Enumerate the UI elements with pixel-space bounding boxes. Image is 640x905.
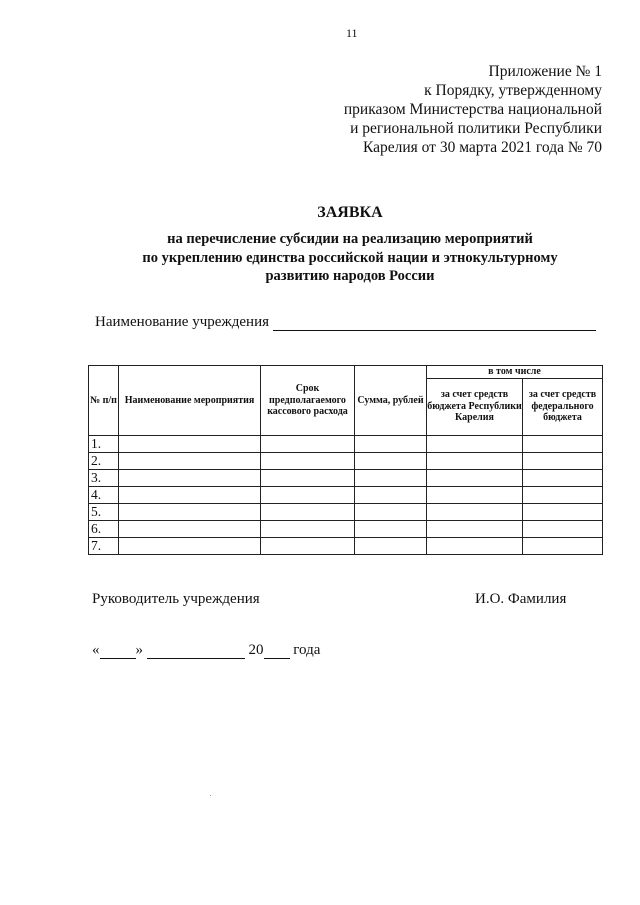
row-number: 6. [89,520,119,537]
application-table [88,365,603,555]
table-row [89,520,603,537]
table-cell [355,503,427,520]
table-row [89,452,603,469]
table-row [89,469,603,486]
year-blank-line [264,643,290,659]
header-term: Срок предполагаемого кассового расхода [261,366,355,436]
day-blank-line [100,643,136,659]
month-blank-line [147,643,245,659]
date-open-quote: « [92,642,100,658]
table-cell [119,469,261,486]
table-cell [261,503,355,520]
header-number: № п/п [89,366,119,436]
table-cell [119,486,261,503]
date-close-quote: » [135,642,143,658]
organization-label: Наименование учреждения [95,314,270,330]
table-row [89,537,603,554]
table-cell [427,503,523,520]
subtitle-line: по укреплению единства российской нации и этнокультурному [142,249,558,266]
table-cell [261,486,355,503]
row-number: 7. [89,537,119,554]
table-cell [427,537,523,554]
approval-line: Приложение № 1 [488,63,602,80]
row-number: 1. [89,435,119,452]
table-cell [261,520,355,537]
approval-line: Карелия от 30 марта 2021 года № 70 [362,139,602,156]
header-including: в том числе [427,366,603,379]
table-cell [261,435,355,452]
row-number: 4. [89,486,119,503]
organization-blank-line [273,314,596,331]
table-cell [427,452,523,469]
head-of-institution-label: Руководитель учреждения [92,591,260,607]
subtitle-line: на перечисление субсидии на реализацию мероприятий [167,231,533,247]
table-cell [355,452,427,469]
header-federal-budget: за счет средств федерального бюджета [523,378,603,435]
table-cell [523,486,603,503]
table-cell [119,520,261,537]
table-cell [119,452,261,469]
document-subtitle [0,230,640,286]
table-row [89,503,603,520]
table-cell [355,435,427,452]
approval-block [344,62,602,157]
header-sum: Сумма, рублей [355,366,427,436]
row-number: 5. [89,503,119,520]
table-cell [523,469,603,486]
row-number: 2. [89,452,119,469]
table-cell [427,486,523,503]
table-cell [427,469,523,486]
scan-speck [210,795,211,796]
row-number: 3. [89,469,119,486]
year-suffix: года [293,642,321,658]
document-title: ЗАЯВКА [317,204,383,221]
table-cell [523,435,603,452]
table-cell [355,469,427,486]
table-cell [523,537,603,554]
table-cell [355,486,427,503]
header-regional-budget: за счет средств бюджета Республики Карелия [427,378,523,435]
head-initials-surname: И.О. Фамилия [475,591,567,607]
table-cell [261,469,355,486]
approval-line: к Порядку, утвержденному [424,82,602,99]
table-cell [523,452,603,469]
approval-line: и региональной политики Республики [350,120,602,137]
table-cell [523,520,603,537]
table-cell [427,520,523,537]
year-prefix: 20 [248,642,264,658]
table-cell [119,503,261,520]
header-event-name: Наименование мероприятия [119,366,261,436]
table-cell [261,537,355,554]
table-row [89,435,603,452]
page-number: 11 [346,26,358,40]
approval-line: приказом Министерства национальной [343,101,602,118]
table-cell [355,520,427,537]
table-cell [355,537,427,554]
table-cell [523,503,603,520]
table-cell [261,452,355,469]
date-field [92,642,320,659]
table-row [89,486,603,503]
organization-field [95,314,596,331]
subtitle-line: развитию народов России [265,268,435,284]
table-cell [119,435,261,452]
table-cell [119,537,261,554]
table-cell [427,435,523,452]
